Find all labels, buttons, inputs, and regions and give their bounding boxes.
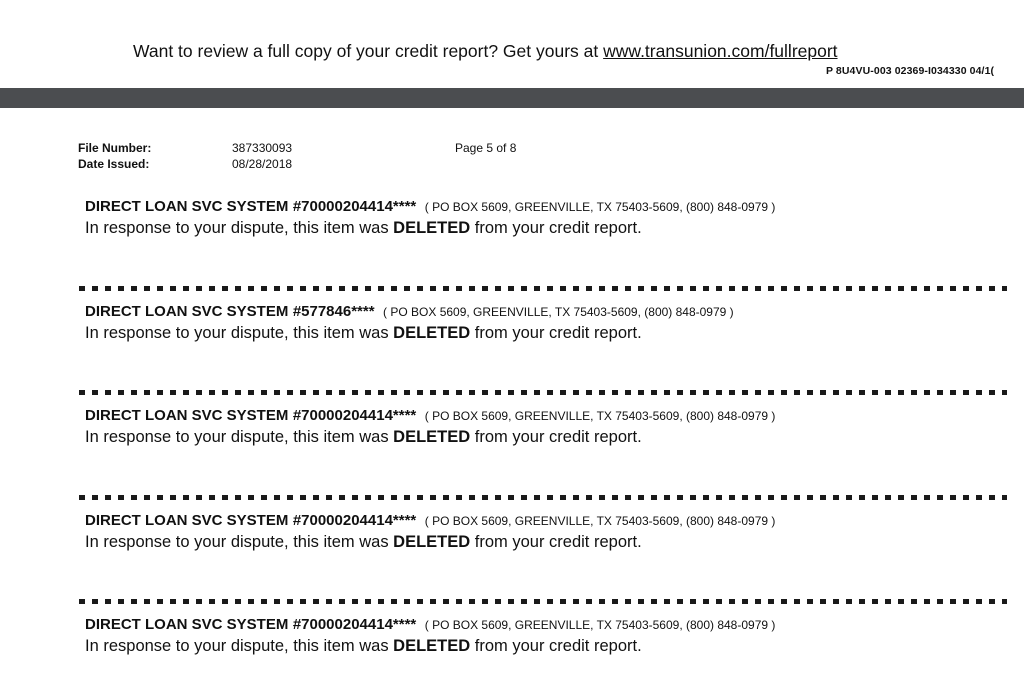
- creditor-name: DIRECT LOAN SVC SYSTEM: [85, 407, 289, 424]
- date-issued-value: 08/28/2018: [232, 157, 293, 171]
- dispute-message: In response to your dispute, this item was: [85, 533, 389, 551]
- dispute-message-end: from your credit report.: [474, 533, 642, 551]
- dispute-message-end: from your credit report.: [474, 324, 642, 342]
- dispute-status: DELETED: [393, 428, 471, 446]
- account-number: #70000204414****: [292, 616, 417, 633]
- dispute-entry: [85, 303, 734, 343]
- entry-separator: [79, 495, 1007, 500]
- dispute-message: In response to your dispute, this item was: [85, 637, 389, 655]
- creditor-address: ( PO BOX 5609, GREENVILLE, TX 75403-5609, (800) 848-0979 ): [424, 200, 776, 214]
- dispute-status: DELETED: [393, 637, 471, 655]
- creditor-name: DIRECT LOAN SVC SYSTEM: [85, 303, 289, 320]
- dispute-entry: [85, 616, 775, 656]
- header-band: [0, 88, 1024, 108]
- creditor-name: DIRECT LOAN SVC SYSTEM: [85, 198, 289, 215]
- dispute-message-end: from your credit report.: [474, 219, 642, 237]
- report-promo-text: Want to review a full copy of your credit report? Get yours at: [133, 41, 599, 61]
- creditor-address: ( PO BOX 5609, GREENVILLE, TX 75403-5609, (800) 848-0979 ): [424, 618, 776, 632]
- file-number-label: File Number:: [78, 141, 152, 155]
- dispute-message: In response to your dispute, this item was: [85, 324, 389, 342]
- entry-separator: [79, 286, 1007, 291]
- entry-separator: [79, 390, 1007, 395]
- full-report-link[interactable]: www.transunion.com/fullreport: [603, 41, 838, 61]
- creditor-name: DIRECT LOAN SVC SYSTEM: [85, 512, 289, 529]
- account-number: #70000204414****: [292, 407, 417, 424]
- report-promo-line: [133, 41, 838, 62]
- reference-code: P 8U4VU-003 02369-I034330 04/1(: [826, 65, 995, 77]
- dispute-message: In response to your dispute, this item was: [85, 428, 389, 446]
- dispute-status: DELETED: [393, 533, 471, 551]
- dispute-entry: [85, 198, 775, 238]
- account-number: #577846****: [292, 303, 375, 320]
- dispute-status: DELETED: [393, 324, 471, 342]
- dispute-status: DELETED: [393, 219, 471, 237]
- dispute-message: In response to your dispute, this item was: [85, 219, 389, 237]
- account-number: #70000204414****: [292, 512, 417, 529]
- entry-separator: [79, 599, 1007, 604]
- creditor-address: ( PO BOX 5609, GREENVILLE, TX 75403-5609, (800) 848-0979 ): [383, 305, 734, 319]
- page-indicator: Page 5 of 8: [455, 141, 517, 155]
- dispute-entry: [85, 407, 775, 447]
- dispute-message-end: from your credit report.: [474, 637, 642, 655]
- dispute-message-end: from your credit report.: [474, 428, 642, 446]
- creditor-name: DIRECT LOAN SVC SYSTEM: [85, 616, 289, 633]
- creditor-address: ( PO BOX 5609, GREENVILLE, TX 75403-5609, (800) 848-0979 ): [424, 409, 776, 423]
- dispute-entry: [85, 512, 775, 552]
- file-number-value: 387330093: [232, 141, 293, 155]
- creditor-address: ( PO BOX 5609, GREENVILLE, TX 75403-5609, (800) 848-0979 ): [424, 514, 776, 528]
- date-issued-label: Date Issued:: [78, 157, 150, 171]
- account-number: #70000204414****: [292, 198, 417, 215]
